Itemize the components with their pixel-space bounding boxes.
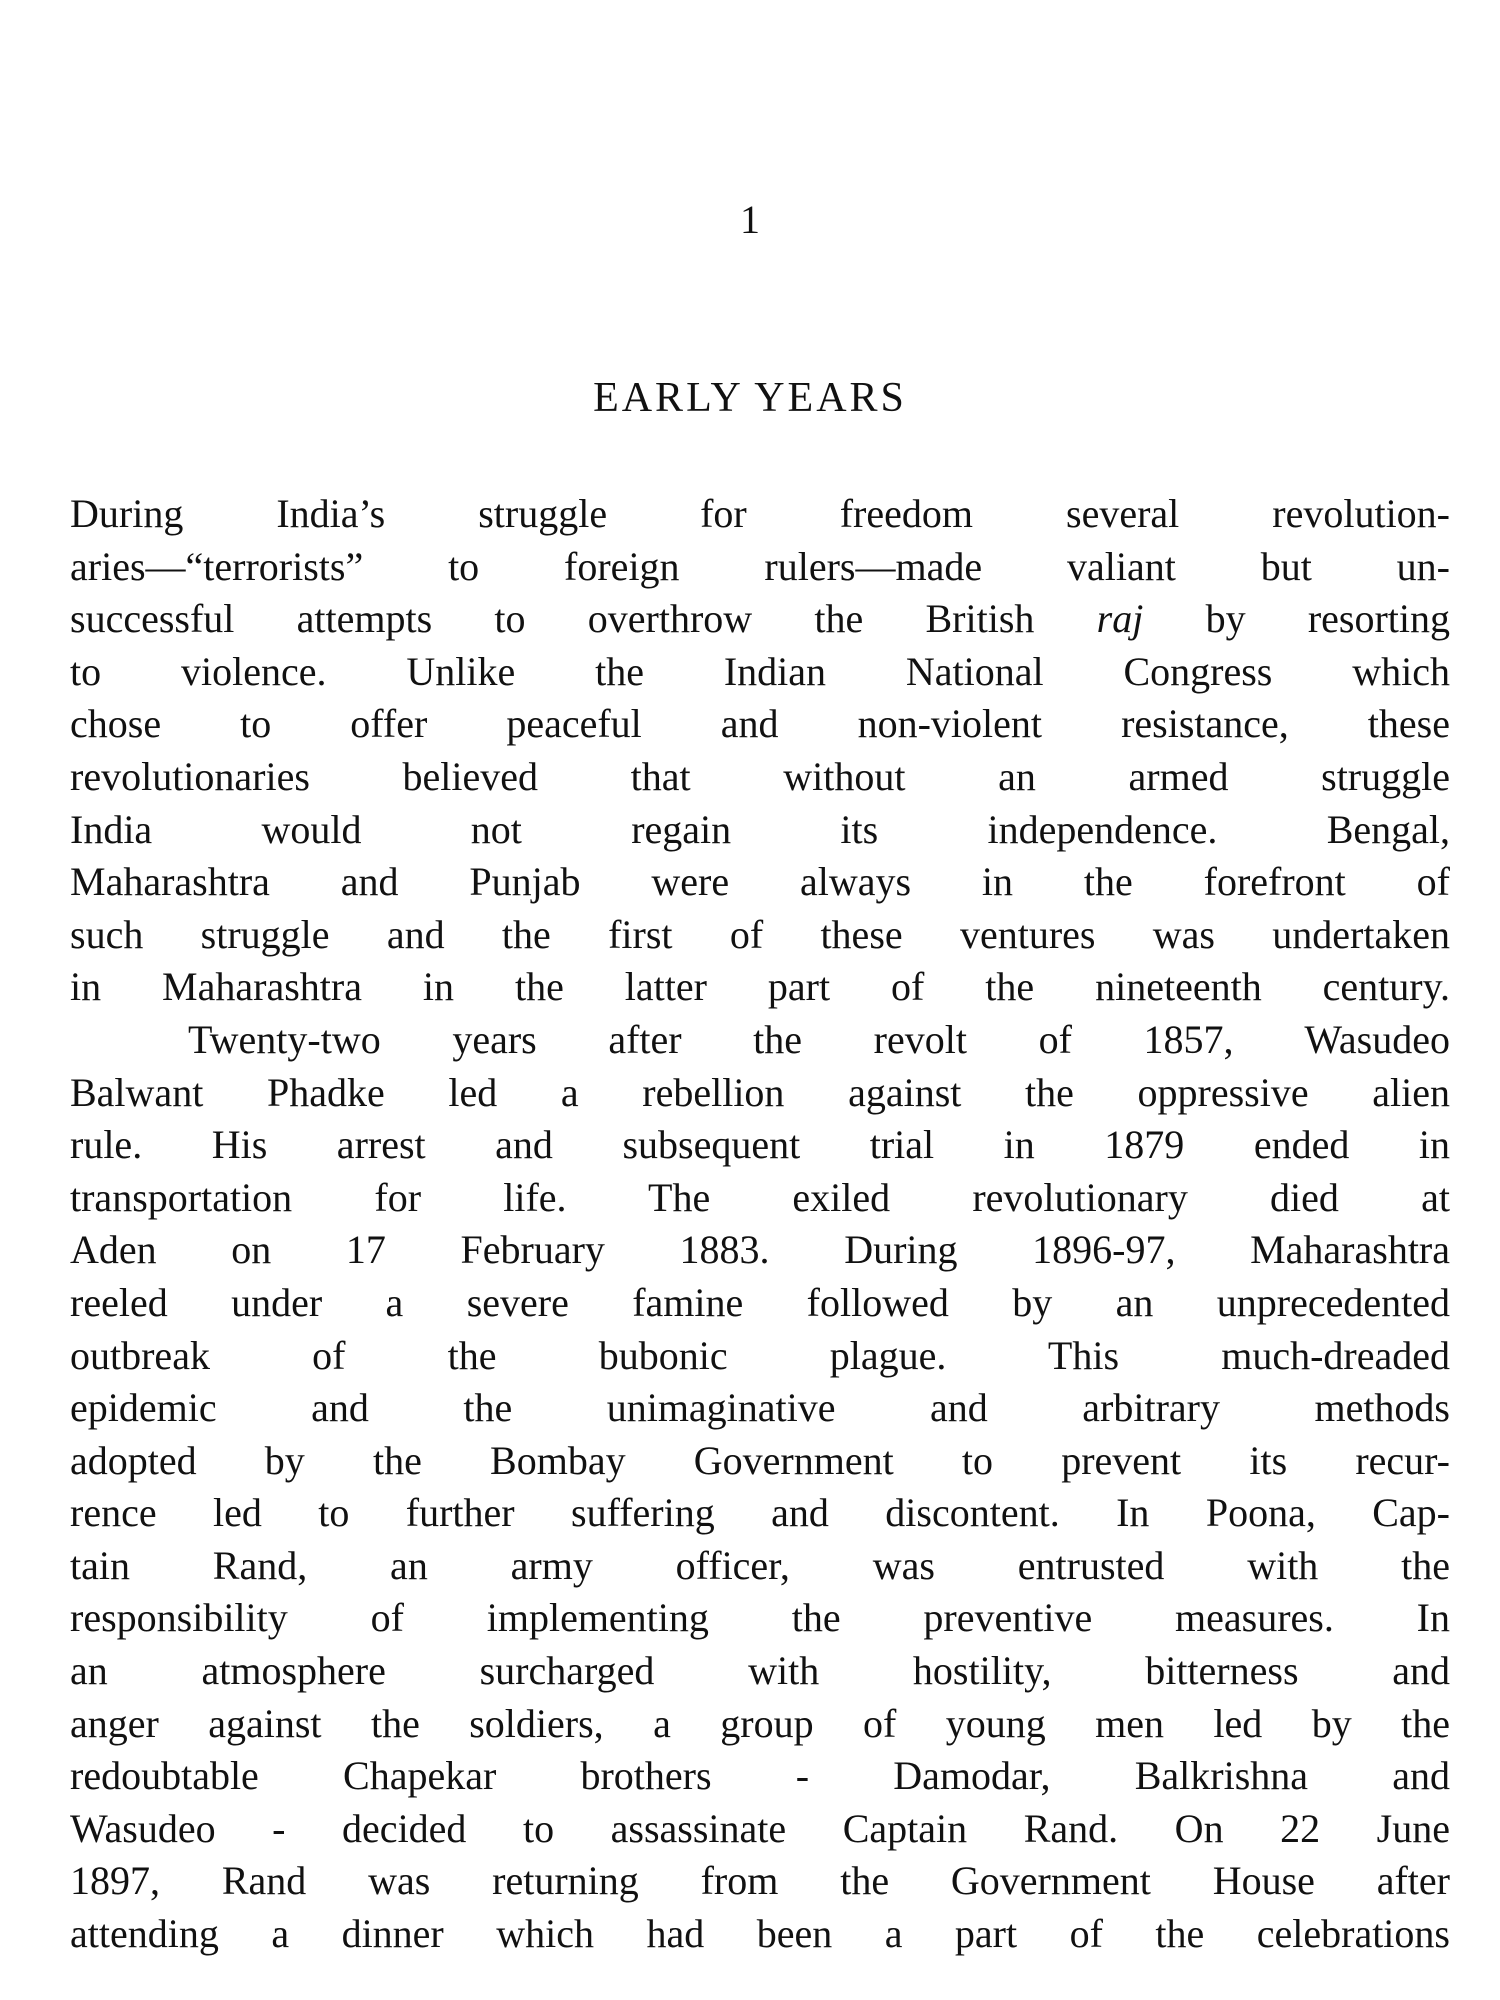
text-line: Twenty-two years after the revolt of 1857, Wasudeo (188, 1016, 1450, 1062)
text-line: epidemic and the unimaginative and arbitrary methods (70, 1385, 1450, 1431)
text-line: redoubtable Chapekar brothers - Damodar, Balkrishna and (70, 1753, 1450, 1799)
text-line: adopted by the Bombay Government to prevent its recur- (70, 1437, 1450, 1483)
chapter-body (70, 488, 1450, 1961)
chapter-number: 1 (740, 197, 760, 242)
text-line (70, 593, 1450, 646)
text-line: tain Rand, an army officer, was entrusted with the (70, 1542, 1450, 1588)
text-line: reeled under a severe famine followed by an unprecedented (70, 1279, 1450, 1325)
text-line: Balwant Phadke led a rebellion against the oppressive alien (70, 1069, 1450, 1115)
text-line: aries—“terrorists” to foreign rulers—made valiant but un- (70, 543, 1450, 589)
text-line: rence led to further suffering and discontent. In Poona, Cap- (70, 1490, 1450, 1536)
text-line: During India’s struggle for freedom several revolution- (70, 491, 1450, 536)
text-segment: successful attempts to overthrow the British (70, 596, 1035, 642)
text-line: Maharashtra and Punjab were always in the forefront of (70, 859, 1450, 905)
text-line: chose to offer peaceful and non-violent resistance, these (70, 701, 1450, 747)
text-line: attending a dinner which had been a part of the celebrations (70, 1911, 1450, 1957)
text-segment: by resorting (1205, 596, 1450, 642)
text-line: rule. His arrest and subsequent trial in 1879 ended in (70, 1122, 1450, 1168)
text-line: outbreak of the bubonic plague. This much-dreaded (70, 1332, 1450, 1378)
italic-word: raj (1096, 596, 1144, 642)
text-line: anger against the soldiers, a group of young men led by the (70, 1700, 1450, 1746)
text-line: Wasudeo - decided to assassinate Captain Rand. On 22 June (70, 1805, 1450, 1851)
text-line: 1897, Rand was returning from the Government House after (70, 1858, 1450, 1904)
text-line: to violence. Unlike the Indian National Congress which (70, 648, 1450, 694)
text-line: in Maharashtra in the latter part of the nineteenth century. (70, 964, 1450, 1010)
text-line: such struggle and the first of these ventures was undertaken (70, 911, 1450, 957)
text-line: an atmosphere surcharged with hostility, bitterness and (70, 1648, 1450, 1694)
chapter-title: EARLY YEARS (593, 375, 907, 422)
text-line: transportation for life. The exiled revolutionary died at (70, 1174, 1450, 1220)
text-line: responsibility of implementing the preventive measures. In (70, 1595, 1450, 1641)
text-line: Aden on 17 February 1883. During 1896-97, Maharashtra (70, 1227, 1450, 1273)
text-line: India would not regain its independence. Bengal, (70, 806, 1450, 852)
text-line: revolutionaries believed that without an armed struggle (70, 753, 1450, 799)
